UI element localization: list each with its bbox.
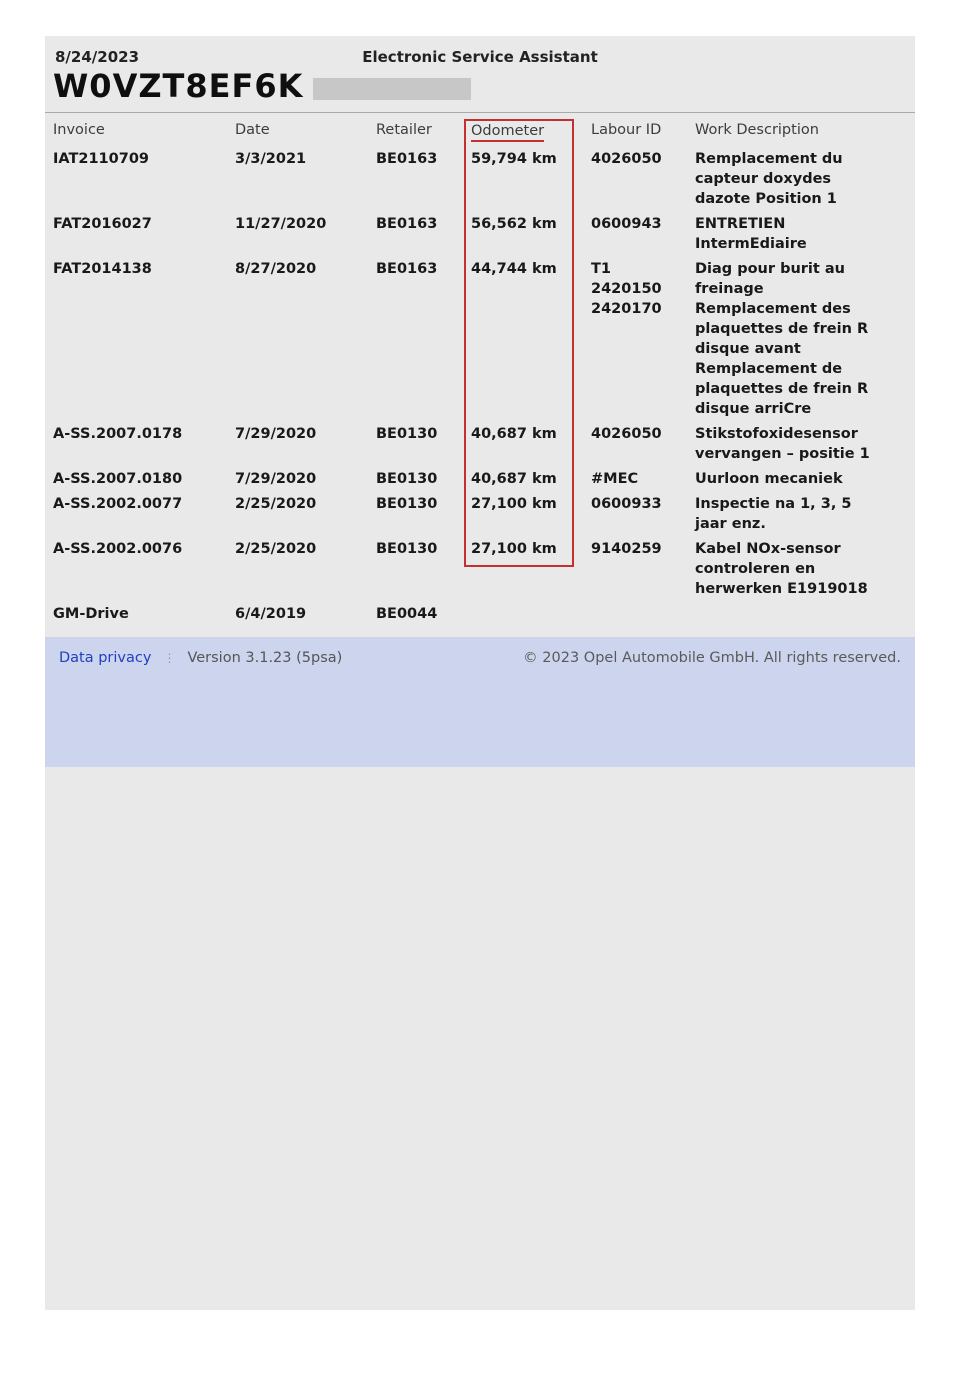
retailer-cell: BE0130: [376, 426, 438, 442]
labour-id-cell: 4026050: [591, 151, 662, 167]
invoice-cell: A-SS.2007.0180: [53, 471, 183, 487]
retailer-cell: BE0163: [376, 261, 438, 277]
column-header-date: Date: [235, 122, 270, 138]
odometer-cell: [471, 604, 591, 629]
footer-left: [59, 650, 342, 666]
work-description-cell: Diag pour burit au freinage Remplacement des plaquettes de frein R disque avant Remplacement de plaquettes de frein R disque arriCre: [695, 261, 869, 417]
labour-id-cell: #MEC: [591, 471, 639, 487]
odometer-cell: 40,687 km: [464, 469, 574, 494]
service-history-table: [45, 113, 915, 629]
column-header-odometer: [464, 119, 574, 149]
footer-bar: [45, 637, 915, 767]
invoice-cell: GM-Drive: [53, 606, 129, 622]
date-cell: 3/3/2021: [235, 151, 307, 167]
labour-id-cell: T1 2420150 2420170: [591, 261, 662, 317]
table-row: [53, 214, 907, 259]
invoice-cell: A-SS.2007.0178: [53, 426, 183, 442]
labour-id-cell: 0600933: [591, 496, 662, 512]
date-cell: 11/27/2020: [235, 216, 327, 232]
vin-label: W0VZT8EF6K: [53, 67, 304, 105]
invoice-cell: A-SS.2002.0076: [53, 541, 183, 557]
date-cell: 8/27/2020: [235, 261, 317, 277]
report-header: [45, 36, 915, 66]
odometer-cell: 59,794 km: [464, 149, 574, 214]
table-row: [53, 494, 907, 539]
retailer-cell: BE0044: [376, 606, 438, 622]
labour-id-cell: 9140259: [591, 541, 662, 557]
date-cell: 2/25/2020: [235, 541, 317, 557]
invoice-cell: FAT2014138: [53, 261, 152, 277]
vin-redaction-box: [313, 78, 471, 100]
column-header-work-description: Work Description: [695, 122, 819, 138]
service-report-page: [45, 36, 915, 1310]
copyright-label: © 2023 Opel Automobile GmbH. All rights reserved.: [523, 650, 901, 666]
footer-separator: ⋮: [163, 651, 176, 665]
table-row: [53, 424, 907, 469]
data-privacy-link[interactable]: Data privacy: [59, 650, 152, 666]
table-header-row: [53, 122, 907, 149]
vin-row: [45, 66, 915, 112]
labour-id-cell: 4026050: [591, 426, 662, 442]
work-description-cell: ENTRETIEN IntermEdiaire: [695, 216, 807, 252]
odometer-cell: 27,100 km: [464, 494, 574, 539]
invoice-cell: A-SS.2002.0077: [53, 496, 183, 512]
report-date: 8/24/2023: [55, 48, 140, 66]
retailer-cell: BE0130: [376, 496, 438, 512]
table-row: [53, 539, 907, 604]
table-row: [53, 149, 907, 214]
odometer-cell: 56,562 km: [464, 214, 574, 259]
labour-id-cell: [591, 604, 695, 629]
invoice-cell: FAT2016027: [53, 216, 152, 232]
work-description-cell: Kabel NOx-sensor controleren en herwerken E1919018: [695, 541, 868, 597]
column-header-labour-id: Labour ID: [591, 122, 662, 138]
invoice-cell: IAT2110709: [53, 151, 150, 167]
odometer-cell: 44,744 km: [464, 259, 574, 424]
work-description-cell: Remplacement du capteur doxydes dazote Position 1: [695, 151, 843, 207]
work-description-cell: Uurloon mecaniek: [695, 471, 843, 487]
date-cell: 7/29/2020: [235, 471, 317, 487]
labour-id-cell: 0600943: [591, 216, 662, 232]
date-cell: 2/25/2020: [235, 496, 317, 512]
odometer-cell: 27,100 km: [464, 539, 574, 567]
table-row: [53, 604, 907, 629]
version-label: Version 3.1.23 (5psa): [187, 650, 343, 666]
retailer-cell: BE0163: [376, 151, 438, 167]
date-cell: 6/4/2019: [235, 606, 307, 622]
table-row: [53, 259, 907, 424]
odometer-cell: 40,687 km: [464, 424, 574, 469]
work-description-cell: Stikstofoxidesensor vervangen – positie 1: [695, 426, 870, 462]
column-header-retailer: Retailer: [376, 122, 432, 138]
table-row: [53, 469, 907, 494]
odometer-header-label: Odometer: [471, 123, 544, 142]
retailer-cell: BE0130: [376, 471, 438, 487]
work-description-cell: [695, 604, 907, 629]
date-cell: 7/29/2020: [235, 426, 317, 442]
table-body: [53, 149, 907, 629]
column-header-invoice: Invoice: [53, 122, 105, 138]
work-description-cell: Inspectie na 1, 3, 5 jaar enz.: [695, 496, 852, 532]
retailer-cell: BE0130: [376, 541, 438, 557]
page-title: Electronic Service Assistant: [362, 48, 598, 66]
retailer-cell: BE0163: [376, 216, 438, 232]
